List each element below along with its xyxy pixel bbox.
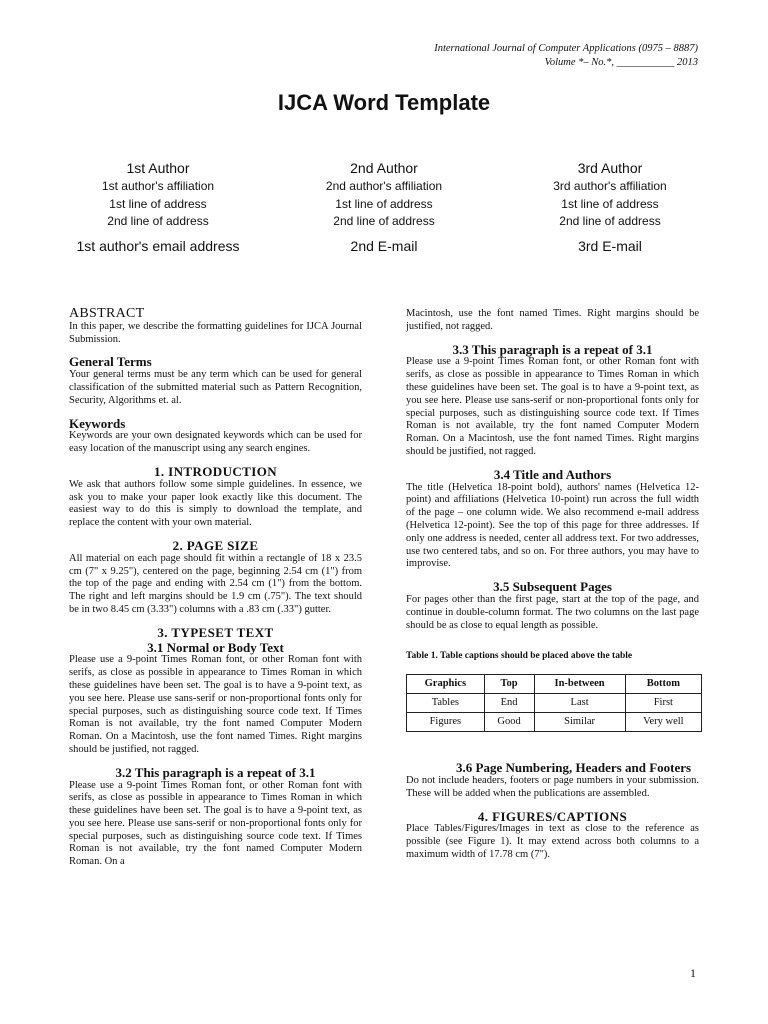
table-header-cell: Top [484,675,534,694]
author-email: 2nd E-mail [350,237,418,254]
page-number: 1 [690,966,696,980]
author-address-line-2: 2nd line of address [333,214,435,228]
section-3-2-text: Please use a 9-point Times Roman font, or other Roman font with serifs, as close as possible in appearance to Times Roman in which these guidelines have been set. The goal is to have a 9-point text, as you see here. Please use sans-serif or non-proportional fonts only for special purposes, such as distinguishing source code text. If Times Roman is not available, try the font named Computer Modern Roman. On a [69,779,362,868]
table-row [407,694,702,713]
volume-line: Volume *– No.*, ___________ 2013 [544,57,698,68]
page-numbering-text: Do not include headers, footers or page numbers in your submission. These will be added when the publications are assembled. [406,774,699,799]
table-cell: First [625,694,701,713]
table-cell: Similar [534,713,625,732]
subsequent-pages-heading: 3.5 Subsequent Pages [493,579,612,595]
figures-captions-heading: 4. FIGURES/CAPTIONS [477,808,628,824]
paper-title: IJCA Word Template [277,90,491,115]
author-address-line-1: 1st line of address [109,196,207,211]
table-header-row [407,675,702,694]
author-address-line-1: 1st line of address [561,196,659,211]
typeset-text-heading: 3. TYPESET TEXT [157,624,274,640]
author-affiliation: 2nd author's affiliation [325,179,443,193]
table-header-cell: In-between [534,675,625,694]
title-and-authors-heading: 3.4 Title and Authors [493,466,612,482]
author-name: 1st Author [126,160,190,176]
author-email: 1st author's email address [76,237,240,254]
author-name: 2nd Author [350,160,418,176]
general-terms-heading: General Terms [69,354,152,370]
table-cell: Very well [625,713,701,732]
page-size-heading: 2. PAGE SIZE [172,537,259,553]
journal-line: International Journal of Computer Applications (0975 – 8887) [434,43,698,54]
author-3 [497,158,723,256]
data-table [406,674,702,732]
section-3-3-text: Please use a 9-point Times Roman font, or other Roman font with serifs, as close as possible in appearance to Times Roman in which these guidelines have been set. The goal is to have a 9-point text, as you see here. Please use sans-serif or non-proportional fonts only for special purposes, such as distinguishing source code text. If Times Roman is not available, try the font named Computer Modern Roman. On a Macintosh, use the font named Times. Right margins should be justified, not ragged. [406,356,699,457]
figures-captions-text: Place Tables/Figures/Images in text as close to the reference as possible (see Figure 1). It may extend across both columns to a maximum width of 17.78 cm (7"). [406,823,699,860]
table-header-cell: Bottom [625,675,701,694]
journal-header [434,42,698,70]
introduction-heading: 1. INTRODUCTION [153,463,277,479]
author-address-line-1: 1st line of address [335,196,433,211]
normal-body-text: Please use a 9-point Times Roman font, or other Roman font with serifs, as close as possible in appearance to Times Roman in which these guidelines have been set. The goal is to have a 9-point text, as you see here. Please use sans-serif or non-proportional fonts only for special purposes, such as distinguishing source code text. If Times Roman is not available, try the font named Computer Modern Roman. On a Macintosh, use the font named Times. Right margins should be justified, not ragged. [69,654,362,755]
continued-text: Macintosh, use the font named Times. Right margins should be justified, not ragged. [406,308,699,332]
keywords-text: Keywords are your own designated keywords which can be used for easy location of the manuscript using any search engines. [69,430,362,455]
left-column [69,308,362,869]
author-address-line-2: 2nd line of address [559,214,661,228]
author-affiliation: 3rd author's affiliation [553,179,667,193]
keywords-heading: Keywords [69,415,126,431]
table-cell: Figures [407,713,485,732]
table-cell: Last [534,694,625,713]
introduction-text: We ask that authors follow some simple guidelines. In essence, we ask you to make your paper look exactly like this document. The easiest way to do this is simply to download the template, and replace the content with your own material. [69,478,362,529]
author-address-line-2: 2nd line of address [107,214,209,228]
table-caption: Table 1. Table captions should be placed above the table [406,651,633,662]
table-row [407,713,702,732]
general-terms-text: Your general terms must be any term which can be used for general classification of the submitted material such as Pattern Recognition, Security, Algorithms et. al. [69,369,362,406]
page-numbering-heading: 3.6 Page Numbering, Headers and Footers [456,760,692,776]
table-cell: End [484,694,534,713]
title-and-authors-text: The title (Helvetica 18-point bold), authors' names (Helvetica 12-point) and affiliations (Helvetica 10-point) run across the full width of the page – one column wide. We also recommend e-mail address (Helvetica 12-point). See the top of this page for three addresses. If only one address is needed, center all address text. For two addresses, use two centered tabs, and so on. For three authors, you may have to improvise. [406,481,699,570]
abstract-text: In this paper, we describe the formatting guidelines for IJCA Journal Submission. [69,320,362,345]
normal-body-text-heading: 3.1 Normal or Body Text [147,639,284,655]
section-3-3-heading: 3.3 This paragraph is a repeat of 3.1 [452,341,653,357]
author-2 [271,158,497,256]
author-1 [45,158,271,256]
table-header-cell: Graphics [407,675,485,694]
table-cell: Tables [407,694,485,713]
table-cell: Good [484,713,534,732]
author-affiliation: 1st author's affiliation [101,179,215,193]
author-name: 3rd Author [577,160,643,176]
page-size-text: All material on each page should fit within a rectangle of 18 x 23.5 cm (7" x 9.25"), centered on the page, beginning 2.54 cm (1") from the top of the page and ending with 2.54 cm (1") from the bottom. The right and left margins should be 1.9 cm (.75"). The text should be in two 8.45 cm (3.33") columns with a .83 cm (.33") gutter. [69,552,362,615]
author-email: 3rd E-mail [578,237,642,254]
authors-block [45,158,723,256]
subsequent-pages-text: For pages other than the first page, start at the top of the page, and continue in double-column format. The two columns on the last page should be as close to equal length as possible. [406,593,699,631]
abstract-heading: ABSTRACT [69,306,145,321]
section-3-2-heading: 3.2 This paragraph is a repeat of 3.1 [115,764,316,780]
right-column [406,308,699,862]
